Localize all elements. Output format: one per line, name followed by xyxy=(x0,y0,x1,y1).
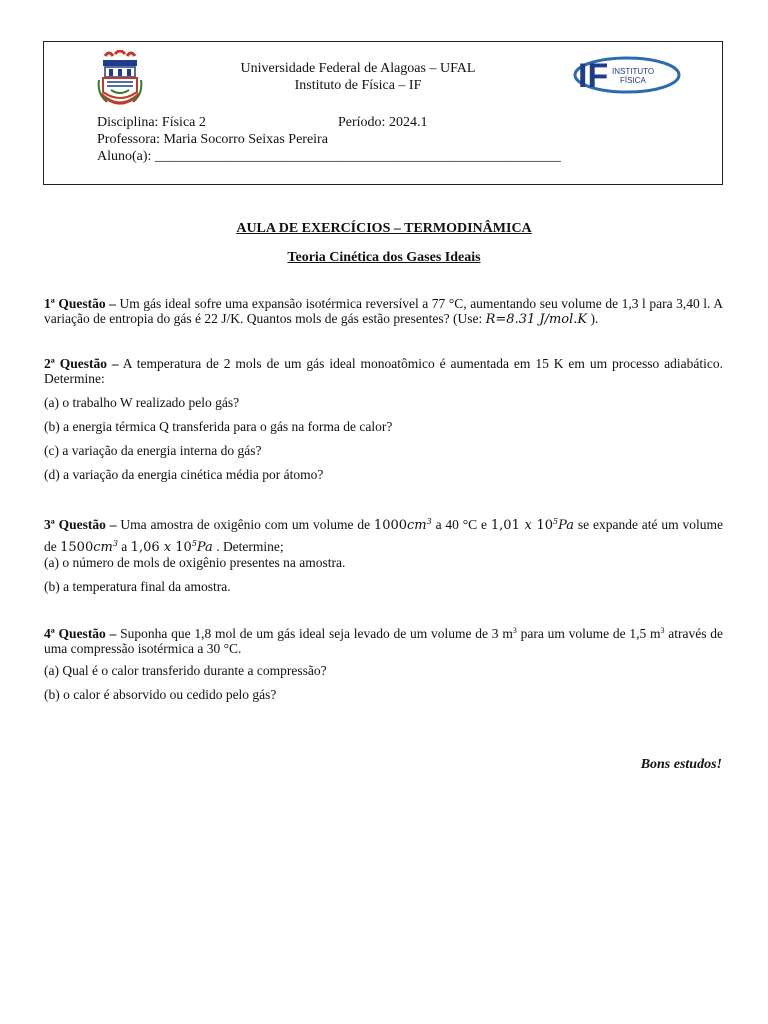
question-3-pressure-2 xyxy=(131,540,213,555)
question-3-text-2: a 40 °C e xyxy=(435,517,491,532)
question-2 xyxy=(44,356,723,386)
if-logo-letters: IF xyxy=(578,57,609,95)
question-1-formula: R=8.31 J/mol.K xyxy=(485,312,588,327)
question-3-item-a: (a) o número de mols de oxigênio presentes na amostra. xyxy=(44,555,346,570)
question-4 xyxy=(44,623,723,656)
question-3-text-3: se expande até um volume de xyxy=(44,517,724,554)
discipline: Disciplina: Física 2 xyxy=(97,115,206,130)
if-logo-icon xyxy=(572,54,682,96)
v2-unit: cm xyxy=(93,540,113,555)
v1-number: 1000 xyxy=(373,518,408,533)
question-1-text: Um gás ideal sofre uma expansão isotérmica reversível a 77 °C, aumentando seu volume de 1,3 l para 3,40 l. A variação de entropia do gás é 22 J/K. Quantos mols de gás estão presentes? (Use: xyxy=(44,296,723,326)
v1-exponent: 3 xyxy=(426,517,432,526)
question-3-pressure-1 xyxy=(491,518,574,533)
institute-name: Instituto de Física – IF xyxy=(294,78,422,93)
question-2-item-a: (a) o trabalho W realizado pelo gás? xyxy=(44,395,240,410)
if-logo-text-2: FÍSICA xyxy=(620,76,646,85)
p1-base: 10 xyxy=(536,518,553,533)
question-3-label: 3ª Questão – xyxy=(44,517,117,532)
p1-number: 1,01 xyxy=(490,518,520,533)
question-2-item-d: (d) a variação da energia cinética média por átomo? xyxy=(44,467,324,482)
question-3-item-b: (b) a temperatura final da amostra. xyxy=(44,579,231,594)
question-2-item-b: (b) a energia térmica Q transferida para o gás na forma de calor? xyxy=(44,419,393,434)
main-title: AULA DE EXERCÍCIOS – TERMODINÂMICA xyxy=(236,221,532,236)
university-name: Universidade Federal de Alagoas – UFAL xyxy=(240,61,476,76)
p1-unit: Pa xyxy=(558,518,575,533)
question-3-text-5: . Determine; xyxy=(216,539,284,554)
p2-x: x xyxy=(163,540,172,555)
closing-message: Bons estudos! xyxy=(640,757,722,772)
professor: Professora: Maria Socorro Seixas Pereira xyxy=(97,132,328,147)
question-4-exp-1: 3 xyxy=(512,626,517,635)
question-3-text-1: Uma amostra de oxigênio com um volume de xyxy=(116,517,374,532)
question-2-item-c: (c) a variação da energia interna do gás? xyxy=(44,443,262,458)
question-3-text-4: a xyxy=(121,539,131,554)
question-4-item-a: (a) Qual é o calor transferido durante a compressão? xyxy=(44,663,327,678)
question-3 xyxy=(44,513,723,557)
v2-number: 1500 xyxy=(60,540,94,555)
student-line: Aluno(a): __________________________________________________________ xyxy=(97,149,561,164)
p2-number: 1,06 xyxy=(130,540,160,555)
v2-exponent: 3 xyxy=(112,539,118,548)
question-3-volume-1 xyxy=(374,518,432,533)
question-4-text-2: para um volume de 1,5 m xyxy=(516,626,661,641)
question-4-label: 4ª Questão – xyxy=(44,626,117,641)
question-1-label: 1ª Questão – xyxy=(44,296,116,311)
question-1-end: ). xyxy=(587,311,599,326)
header-box xyxy=(43,41,723,185)
question-2-text: A temperatura de 2 mols de um gás ideal monoatômico é aumentada em 15 K em um processo adiabático. Determine: xyxy=(44,356,723,386)
question-3-volume-2 xyxy=(60,540,118,555)
question-4-text-1: Suponha que 1,8 mol de um gás ideal seja levado de um volume de 3 m xyxy=(116,626,513,641)
p2-unit: Pa xyxy=(196,540,213,555)
question-4-item-b: (b) o calor é absorvido ou cedido pelo gás? xyxy=(44,687,277,702)
question-1 xyxy=(44,296,723,327)
question-4-text-3: através de uma compressão isotérmica a 30 °C. xyxy=(44,626,723,656)
p1-x: x xyxy=(524,518,532,533)
p1-exponent: 5 xyxy=(553,517,559,526)
p2-exponent: 5 xyxy=(191,539,197,548)
period: Período: 2024.1 xyxy=(338,115,428,130)
question-2-label: 2ª Questão – xyxy=(44,356,119,371)
v1-unit: cm xyxy=(407,518,427,533)
subtitle: Teoria Cinética dos Gases Ideais xyxy=(287,250,481,265)
question-4-exp-2: 3 xyxy=(660,626,665,635)
p2-base: 10 xyxy=(175,540,192,555)
if-logo-text-1: INSTITUTO xyxy=(612,67,655,76)
